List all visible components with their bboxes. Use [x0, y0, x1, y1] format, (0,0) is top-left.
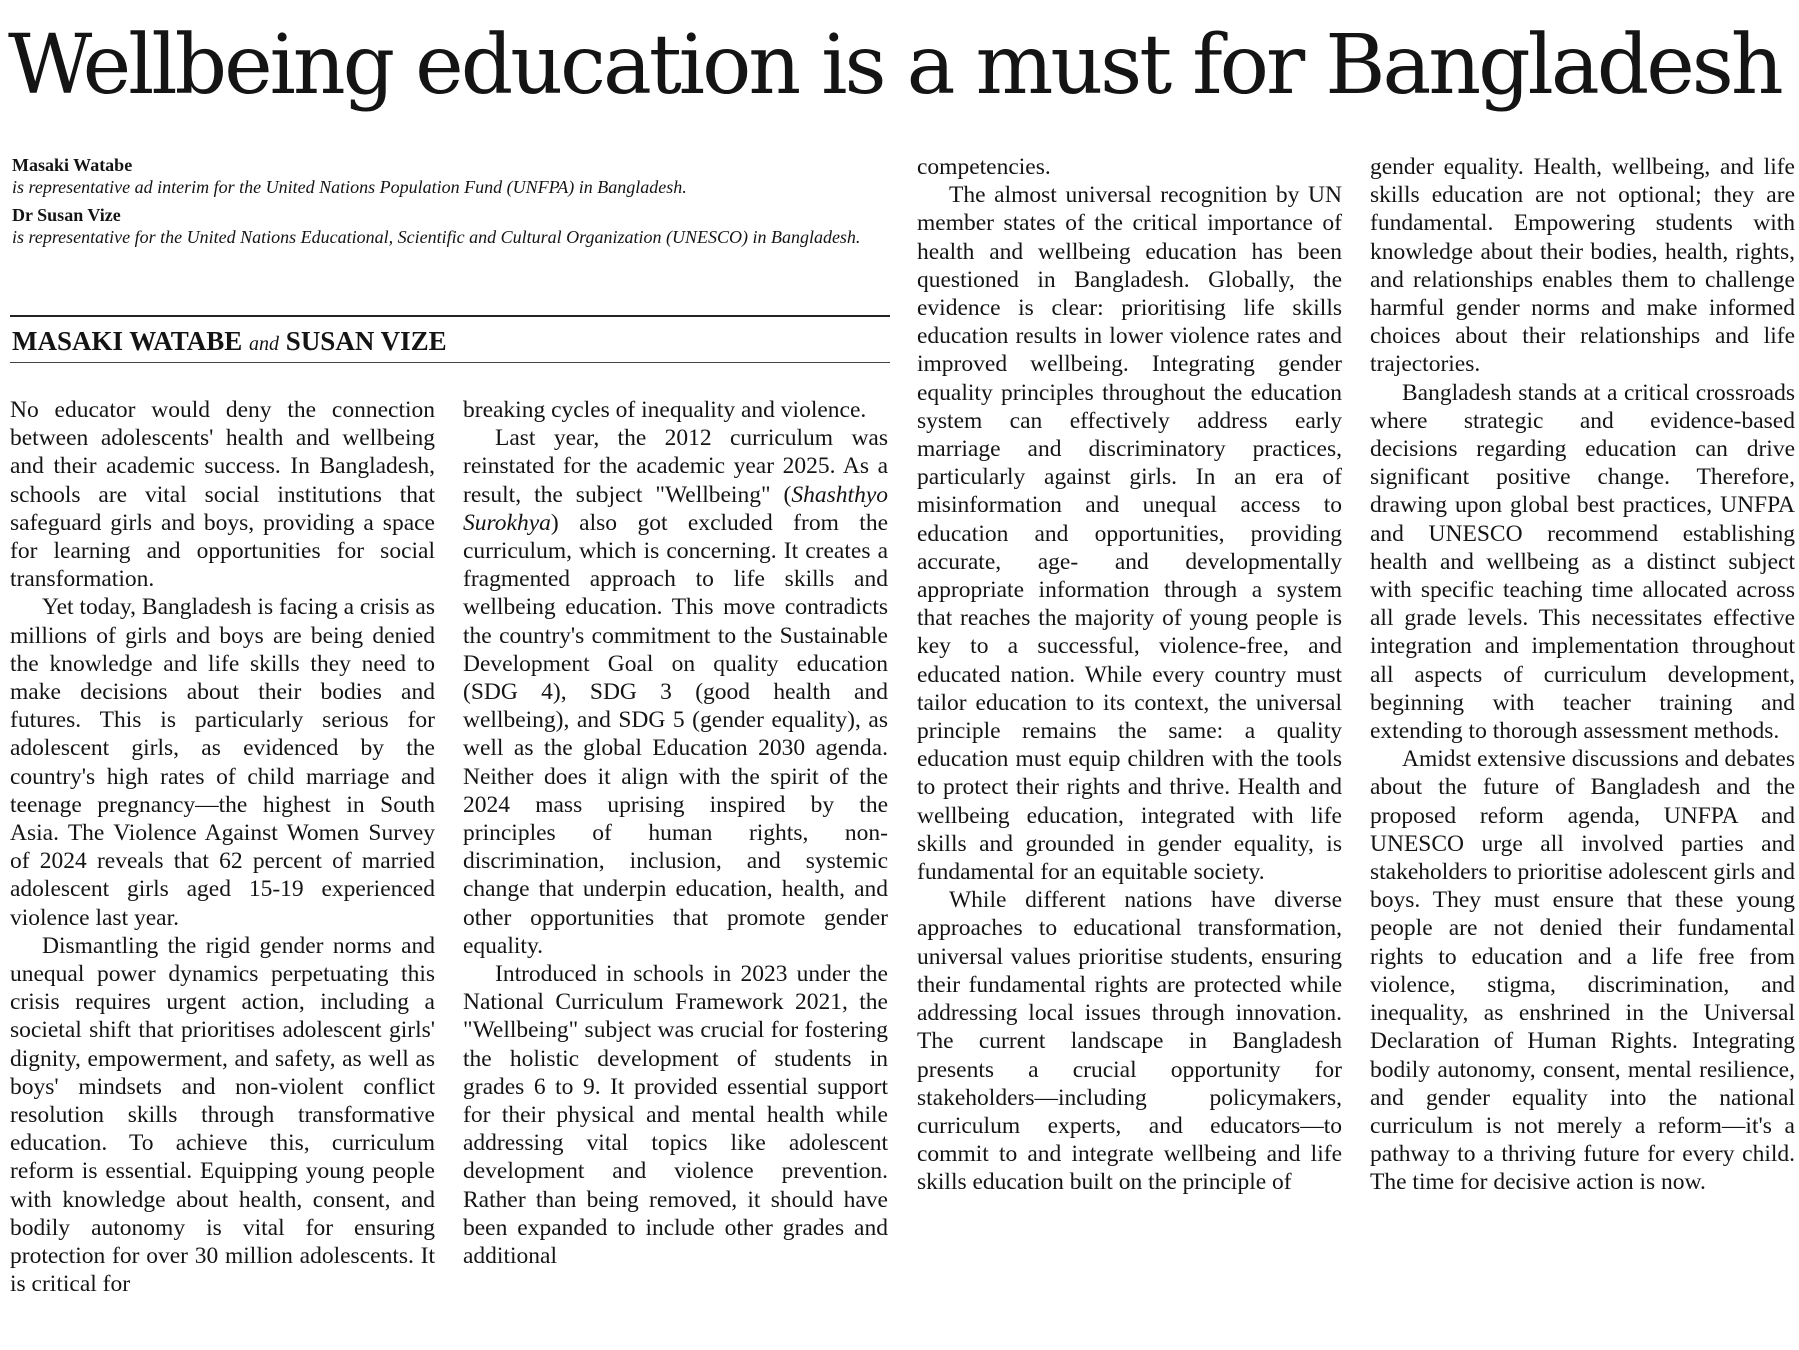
paragraph: While different nations have diverse approaches to educational transformation, universal values prioritise students, ensuring their fundamental rights are protected while addressing local issues through innovation. The current landscape in Bangladesh presents a crucial opportunity for stakeholders—including policymakers, curriculum experts, and educators—to commit to and integrate wellbeing and life skills education built on the principle of — [917, 887, 1342, 1196]
article-column-4 — [1370, 153, 1795, 1343]
paragraph: Amidst extensive discussions and debates about the future of Bangladesh and the proposed reform agenda, UNFPA and UNESCO urge all involved parties and stakeholders to prioritise adolescent girls and boys. They must ensure that these young people are not denied their fundamental rights to education and a life free from violence, stigma, discrimination, and inequality, as enshrined in the Universal Declaration of Human Rights. Integrating bodily autonomy, consent, mental resilience, and gender equality into the national curriculum is not merely a reform—it's a pathway to a thriving future for every child. The time for decisive action is now. — [1370, 746, 1795, 1196]
paragraph: Bangladesh stands at a critical crossroads where strategic and evidence-based decisions regarding education can drive significant positive change. Therefore, drawing upon global best practices, UNFPA and UNESCO recommend establishing health and wellbeing as a distinct subject with specific teaching time allocated across all grade levels. This necessitates effective integration and implementation throughout all aspects of curriculum development, beginning with teacher training and extending to thorough assessment methods. — [1370, 379, 1795, 745]
author-bio: is representative ad interim for the United Nations Population Fund (UNFPA) in Bangladesh. — [12, 177, 687, 197]
paragraph: No educator would deny the connection between adolescents' health and wellbeing and their academic success. In Bangladesh, schools are vital social institutions that safeguard girls and boys, providing a space for learning and opportunities for social transformation. — [10, 397, 435, 593]
paragraph: competencies. — [917, 154, 1051, 180]
author-bio: is representative for the United Nations Educational, Scientific and Cultural Organization (UNESCO) in Bangladesh. — [12, 227, 861, 247]
byline-author-2: SUSAN VIZE — [285, 326, 447, 356]
paragraph: Dismantling the rigid gender norms and unequal power dynamics perpetuating this crisis requires urgent action, including a societal shift that prioritises adolescent girls' dignity, empowerment, and safety, as well as boys' mindsets and non-violent conflict resolution skills through transformative education. To achieve this, curriculum reform is essential. Equipping young people with knowledge about health, consent, and bodily autonomy is vital for ensuring protection for over 30 million adolescents. It is critical for — [10, 932, 435, 1298]
paragraph: Last year, the 2012 curriculum was reinstated for the academic year 2025. As a result, the subject "Wellbeing" (Shashthyo Surokhya) also got excluded from the curriculum, which is concerning. It creates a fragmented approach to life skills and wellbeing education. This move contradicts the country's commitment to the Sustainable Development Goal on quality education (SDG 4), SDG 3 (good health and wellbeing), and SDG 5 (gender equality), as well as the global Education 2030 agenda. Neither does it align with the spirit of the 2024 mass uprising inspired by the principles of human rights, non-discrimination, inclusion, and systemic change that underpin education, health, and other opportunities that promote gender equality. — [463, 425, 888, 959]
paragraph: gender equality. Health, wellbeing, and life skills education are not optional; they are fundamental. Empowering students with knowledge about their bodies, health, rights, and relationships enables them to challenge harmful gender norms and make informed choices about their relationships and life trajectories. — [1370, 154, 1795, 378]
byline-rule — [10, 362, 890, 363]
article-column-3 — [917, 153, 1342, 1343]
byline — [12, 323, 447, 359]
paragraph: breaking cycles of inequality and violence. — [463, 397, 867, 423]
author-name: Dr Susan Vize — [12, 205, 121, 225]
paragraph: The almost universal recognition by UN member states of the critical importance of health and wellbeing education has been questioned in Bangladesh. Globally, the evidence is clear: prioritising life skills education results in lower violence rates and improved wellbeing. Integrating gender equality principles throughout the education system can effectively address early marriage and discriminatory practices, particularly against girls. In an era of misinformation and unequal access to education and opportunities, providing accurate, age- and developmentally appropriate information through a system that reaches the majority of young people is key to a successful, violence-free, and educated nation. While every country must tailor education to its context, the universal principle remains the same: a quality education must equip children with the tools to protect their rights and thrive. Health and wellbeing education, integrated with life skills and grounded in gender equality, is fundamental for an equitable society. — [917, 182, 1342, 886]
paragraph: Yet today, Bangladesh is facing a crisis as millions of girls and boys are being denied the knowledge and life skills they need to make decisions about their bodies and futures. This is particularly serious for adolescent girls, as evidenced by the country's high rates of child marriage and teenage pregnancy—the highest in South Asia. The Violence Against Women Survey of 2024 reveals that 62 percent of married adolescent girls aged 15-19 experienced violence last year. — [10, 594, 435, 931]
author-notes — [12, 154, 882, 254]
author-name: Masaki Watabe — [12, 155, 133, 175]
headline: Wellbeing education is a must for Bangladesh — [8, 18, 1781, 113]
article-column-1 — [10, 396, 435, 1341]
byline-and: and — [249, 333, 280, 355]
subject-name-italic: Shashthyo Surokhya — [463, 481, 888, 536]
top-rule — [10, 315, 890, 317]
article-column-2 — [463, 396, 888, 1341]
paragraph: Introduced in schools in 2023 under the National Curriculum Framework 2021, the "Wellbeing" subject was crucial for fostering the holistic development of students in grades 6 to 9. It provided essential support for their physical and mental health while addressing vital topics like adolescent development and violence prevention. Rather than being removed, it should have been expanded to include other grades and additional — [463, 961, 888, 1270]
byline-author-1: MASAKI WATABE — [12, 326, 243, 356]
